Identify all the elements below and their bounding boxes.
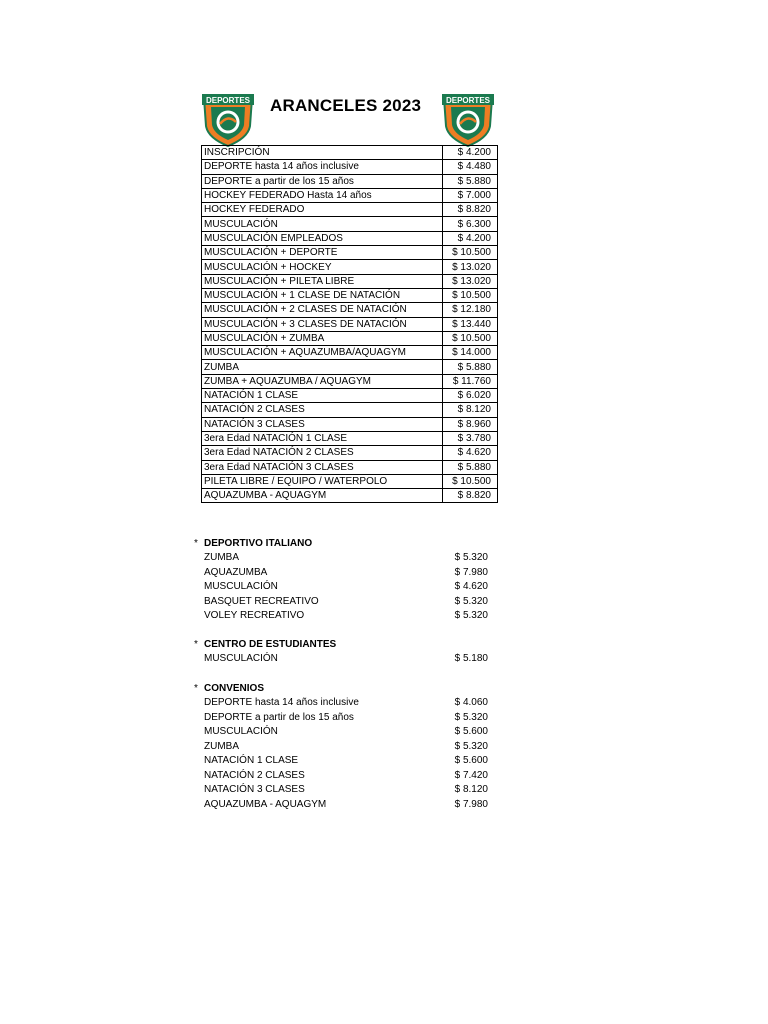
list-item (194, 769, 488, 784)
list-item (194, 551, 488, 566)
list-item (194, 725, 488, 740)
list-item (194, 783, 488, 798)
row-price: $ 3.780 (443, 431, 498, 445)
table-row (202, 360, 498, 374)
table-row (202, 417, 498, 431)
row-price: $ 4.200 (443, 146, 498, 160)
row-name: ZUMBA + AQUAZUMBA / AQUAGYM (202, 374, 443, 388)
table-row (202, 374, 498, 388)
row-name: INSCRIPCIÓN (202, 146, 443, 160)
list-item (194, 798, 488, 813)
table-row (202, 346, 498, 360)
row-price: $ 5.880 (443, 174, 498, 188)
row-name: ZUMBA (202, 360, 443, 374)
table-row (202, 217, 498, 231)
row-name: MUSCULACIÓN + 2 CLASES DE NATACIÓN (202, 303, 443, 317)
section-title (194, 637, 336, 652)
row-name: PILETA LIBRE / EQUIPO / WATERPOLO (202, 474, 443, 488)
row-name: MUSCULACIÓN + PILETA LIBRE (202, 274, 443, 288)
item-name: MUSCULACIÓN (204, 653, 278, 664)
row-price: $ 8.820 (443, 203, 498, 217)
page-title: ARANCELES 2023 (270, 96, 422, 115)
row-price: $ 4.620 (443, 446, 498, 460)
table-row (202, 403, 498, 417)
item-name: DEPORTE a partir de los 15 años (204, 711, 354, 723)
row-name: MUSCULACIÓN + DEPORTE (202, 246, 443, 260)
section-title (194, 681, 264, 696)
table-row (202, 288, 498, 302)
row-price: $ 10.500 (443, 246, 498, 260)
row-price: $ 4.200 (443, 231, 498, 245)
item-name: ZUMBA (204, 740, 239, 752)
item-name: AQUAZUMBA - AQUAGYM (204, 798, 327, 810)
table-row (202, 474, 498, 488)
row-price: $ 4.480 (443, 160, 498, 174)
section-deportivo-italiano (194, 536, 488, 624)
row-name: DEPORTE hasta 14 años inclusive (202, 160, 443, 174)
item-name: AQUAZUMBA (204, 566, 268, 578)
row-price: $ 13.440 (443, 317, 498, 331)
table-row (202, 389, 498, 403)
row-price: $ 13.020 (443, 260, 498, 274)
section-convenios (194, 681, 488, 812)
item-name: BASQUET RECREATIVO (204, 595, 319, 607)
row-name: NATACIÓN 1 CLASE (202, 389, 443, 403)
table-row (202, 146, 498, 160)
row-name: MUSCULACIÓN + AQUAZUMBA/AQUAGYM (202, 346, 443, 360)
list-item (194, 566, 488, 581)
section-title-text: CENTRO DE ESTUDIANTES (204, 639, 337, 650)
table-row (202, 160, 498, 174)
section-title (194, 536, 312, 551)
item-price: $ 5.600 (454, 755, 488, 766)
table-row (202, 188, 498, 202)
item-price: $ 4.060 (454, 697, 488, 708)
row-name: HOCKEY FEDERADO Hasta 14 años (202, 188, 443, 202)
table-row (202, 489, 498, 503)
row-price: $ 8.820 (443, 489, 498, 503)
price-table-body (202, 146, 498, 503)
row-name: 3era Edad NATACIÓN 3 CLASES (202, 460, 443, 474)
row-price: $ 5.880 (443, 460, 498, 474)
row-name: MUSCULACIÓN + 3 CLASES DE NATACIÓN (202, 317, 443, 331)
section-title-text: DEPORTIVO ITALIANO (204, 538, 313, 549)
deportes-logo-left (200, 88, 256, 148)
row-name: MUSCULACIÓN (202, 217, 443, 231)
table-row (202, 431, 498, 445)
row-name: MUSCULACIÓN + 1 CLASE DE NATACIÓN (202, 288, 443, 302)
list-item (194, 696, 488, 711)
item-price: $ 5.600 (454, 726, 488, 737)
row-price: $ 8.120 (443, 403, 498, 417)
list-item (194, 580, 488, 595)
row-price: $ 10.500 (443, 474, 498, 488)
list-item (194, 711, 488, 726)
table-row (202, 331, 498, 345)
row-price: $ 14.000 (443, 346, 498, 360)
row-price: $ 8.960 (443, 417, 498, 431)
row-name: 3era Edad NATACIÓN 2 CLASES (202, 446, 443, 460)
list-item (194, 595, 488, 610)
section-marker: * (194, 538, 198, 549)
item-name: NATACIÓN 1 CLASE (204, 755, 299, 766)
row-price: $ 6.020 (443, 389, 498, 403)
section-marker: * (194, 683, 198, 694)
row-name: AQUAZUMBA - AQUAGYM (202, 489, 443, 503)
item-price: $ 5.320 (454, 552, 488, 563)
section-marker: * (194, 639, 198, 650)
deportes-logo-right (440, 88, 496, 148)
item-price: $ 5.320 (454, 740, 488, 752)
table-row (202, 246, 498, 260)
item-price: $ 4.620 (454, 581, 488, 592)
item-price: $ 7.980 (454, 798, 488, 810)
list-item (194, 609, 488, 624)
table-row (202, 303, 498, 317)
item-price: $ 8.120 (454, 784, 488, 795)
logo-text: DEPORTES (445, 96, 491, 105)
item-name: MUSCULACIÓN (204, 581, 278, 592)
row-name: MUSCULACIÓN EMPLEADOS (202, 231, 443, 245)
list-item (194, 754, 488, 769)
row-price: $ 11.760 (443, 374, 498, 388)
row-name: 3era Edad NATACIÓN 1 CLASE (202, 431, 443, 445)
row-price: $ 6.300 (443, 217, 498, 231)
item-price: $ 5.180 (454, 653, 488, 664)
row-name: MUSCULACIÓN + HOCKEY (202, 260, 443, 274)
table-row (202, 174, 498, 188)
item-name: MUSCULACIÓN (204, 726, 278, 737)
row-name: HOCKEY FEDERADO (202, 203, 443, 217)
item-name: NATACIÓN 2 CLASES (204, 769, 305, 781)
list-item (194, 740, 488, 755)
table-row (202, 231, 498, 245)
row-name: NATACIÓN 3 CLASES (202, 417, 443, 431)
item-name: DEPORTE hasta 14 años inclusive (204, 697, 359, 708)
table-row (202, 203, 498, 217)
list-item (194, 652, 488, 667)
item-name: VOLEY RECREATIVO (204, 610, 305, 621)
row-name: MUSCULACIÓN + ZUMBA (202, 331, 443, 345)
section-title-text: CONVENIOS (204, 683, 265, 694)
row-price: $ 7.000 (443, 188, 498, 202)
deportes-shield-icon (440, 88, 496, 148)
price-table (201, 145, 498, 503)
item-price: $ 5.320 (454, 595, 488, 607)
item-price: $ 7.980 (454, 566, 488, 578)
row-name: DEPORTE a partir de los 15 años (202, 174, 443, 188)
section-centro-de-estudiantes (194, 637, 488, 667)
row-price: $ 10.500 (443, 331, 498, 345)
item-name: ZUMBA (204, 552, 239, 563)
row-price: $ 12.180 (443, 303, 498, 317)
table-row (202, 460, 498, 474)
row-name: NATACIÓN 2 CLASES (202, 403, 443, 417)
item-name: NATACIÓN 3 CLASES (204, 784, 305, 795)
table-row (202, 446, 498, 460)
row-price: $ 5.880 (443, 360, 498, 374)
row-price: $ 10.500 (443, 288, 498, 302)
row-price: $ 13.020 (443, 274, 498, 288)
item-price: $ 5.320 (454, 711, 488, 723)
table-row (202, 274, 498, 288)
table-row (202, 260, 498, 274)
item-price: $ 5.320 (454, 610, 488, 621)
logo-text: DEPORTES (205, 96, 251, 105)
item-price: $ 7.420 (454, 769, 488, 781)
table-row (202, 317, 498, 331)
deportes-shield-icon (200, 88, 256, 148)
